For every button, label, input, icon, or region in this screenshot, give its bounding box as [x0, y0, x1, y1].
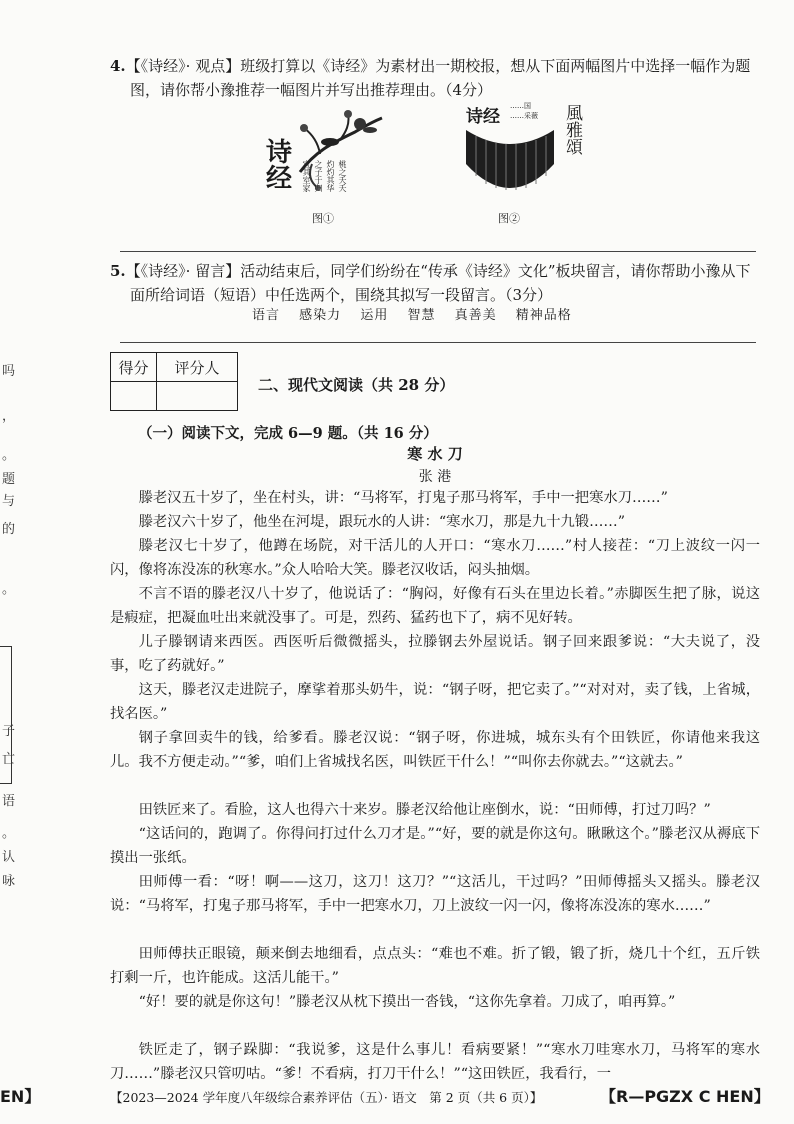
image-2-tag: ……国 — [510, 102, 531, 110]
bamboo-slips-illustration — [462, 124, 558, 206]
margin-footer-fragment: EN】 — [0, 1087, 41, 1106]
article-paragraph: 田铁匠来了。看脸，这人也得六十来岁。滕老汉给他让座倒水，说：“田师傅，打过刀吗？” — [138, 802, 711, 818]
article-paragraph: “好！要的就是你这句！”滕老汉从枕下摸出一沓钱，“这你先拿着。刀成了，咱再算。” — [138, 994, 676, 1010]
section-instruction: （一）阅读下文，完成 6—9 题。（共 16 分） — [138, 425, 438, 442]
image-1-verse: 灼灼其华 — [326, 160, 335, 192]
word-item: 感染力 — [299, 308, 342, 323]
article-paragraph: 滕老汉六十岁了，他坐在河堤，跟玩水的人讲：“寒水刀，那是九十九锻……” — [138, 514, 626, 530]
score-box — [110, 352, 238, 411]
grader-cell[interactable] — [157, 382, 238, 411]
article-paragraph: 钢子拿回卖牛的钱，给爹看。滕老汉说：“钢子呀，你进城，城东头有个田铁匠，你请他来我这儿。我不方便走动。”“爹，咱们上省城找名医，叫铁匠干什么！”“叫你去你就去。”“这就去。” — [110, 730, 760, 770]
word-item: 精神品格 — [515, 308, 572, 323]
image-1-verse: 之子于归 — [314, 160, 323, 192]
question-number: 5. — [110, 262, 126, 280]
word-item: 语言 — [252, 308, 281, 323]
image-2-side-title: 風雅頌 — [562, 104, 582, 155]
margin-fragment: 题 — [2, 472, 16, 487]
question-4 — [110, 54, 760, 102]
margin-fragment: 。 — [2, 826, 16, 841]
answer-line — [120, 342, 756, 343]
image-2 — [458, 100, 586, 226]
article-paragraph: 不言不语的滕老汉八十岁了，他说话了：“胸闷，好像有石头在里边长着。”赤脚医生把了脉，说这是瘕症，把凝血吐出来就没事了。可是，烈药、猛药也下了，病不见好转。 — [110, 586, 760, 626]
image-1-verse: 宜其室家 — [302, 160, 311, 192]
article-author: 张 港 — [418, 469, 452, 485]
article-paragraph: 儿子滕钢请来西医。西医听后微微摇头，拉滕钢去外屋说话。钢子回来跟爹说：“大夫说了，没事，吃了药就好。” — [110, 634, 760, 674]
article-paragraph: “这话问的，跑调了。你得问打过什么刀才是。”“好，要的就是你这句。瞅瞅这个。”滕老汉从褥底下摸出一张纸。 — [110, 826, 760, 866]
score-label: 得分 — [111, 353, 157, 382]
word-item: 运用 — [360, 308, 389, 323]
article-title: 寒 水 刀 — [407, 445, 463, 463]
image-2-caption: 图② — [498, 212, 520, 225]
margin-fragment: 。 — [2, 582, 16, 597]
image-2-tag: ……采薇 — [510, 112, 538, 120]
article-paragraph: 铁匠走了，钢子跺脚：“我说爹，这是什么事儿！看病要紧！”“寒水刀哇寒水刀，马将军的寒水刀……”滕老汉只管叨咕。“爹！不看病，打刀干什么！”“这田铁匠，我看行，一 — [110, 1042, 760, 1082]
answer-line — [120, 251, 756, 252]
margin-fragment: 与 — [2, 494, 16, 509]
question-text: 【《诗经》· 留言】活动结束后，同学们纷纷在“传承《诗经》文化”板块留言，请你帮助小豫从下面所给词语（短语）中任选两个，围绕其拟写一段留言。（3分） — [125, 262, 751, 304]
word-item: 真善美 — [454, 308, 497, 323]
margin-fragment: 。 — [2, 448, 16, 463]
word-bank — [245, 304, 579, 323]
margin-fragment: 的 — [2, 522, 16, 537]
question-text: 【《诗经》· 观点】班级打算以《诗经》为素材出一期校报，想从下面两幅图片中选择一幅作为题图，请你帮小豫推荐一幅图片并写出推荐理由。（4分） — [125, 57, 751, 99]
section-title: 二、现代文阅读（共 28 分） — [258, 376, 455, 394]
article-paragraph: 这天，滕老汉走进院子，摩挲着那头奶牛，说：“钢子呀，把它卖了。”“对对对，卖了钱，上省城，找名医。” — [110, 682, 760, 722]
margin-fragment: 认 — [2, 850, 16, 865]
margin-fragment: 语 — [2, 794, 16, 809]
page-footer-info: 【2023—2024 学年度八年级综合素养评估（五）· 语文 第 2 页（共 6 页）】 — [110, 1090, 543, 1105]
margin-fragment: 亡 — [2, 752, 16, 767]
article-paragraph: 田师傅扶正眼镜，颠来倒去地细看，点点头：“难也不难。折了锻，锻了折，烧几十个红，五斤铁打剩一斤，也许能成。这活儿能干。” — [110, 946, 760, 986]
margin-fragment: 吗 — [2, 364, 16, 379]
page-footer-code: 【R—PGZX C HEN】 — [600, 1087, 770, 1106]
image-2-title: 诗经 — [466, 107, 500, 127]
image-1-title: 诗经 — [266, 138, 293, 194]
question-5 — [110, 259, 760, 307]
word-item: 智慧 — [407, 308, 436, 323]
article-paragraph: 滕老汉五十岁了，坐在村头，讲：“马将军，打鬼子那马将军，手中一把寒水刀……” — [138, 490, 668, 506]
question-number: 4. — [110, 57, 126, 75]
article-paragraph: 田师傅一看：“呀！啊——这刀，这刀！这刀？”“这活儿，干过吗？”田师傅摇头又摇头。滕老汉说：“马将军，打鬼子那马将军，手中一把寒水刀，刀上波纹一闪一闪，像将冻没冻的寒水……” — [110, 874, 760, 914]
image-1-caption: 图① — [312, 212, 334, 225]
grader-label: 评分人 — [157, 353, 238, 382]
margin-fragment: 咏 — [2, 874, 16, 889]
image-1 — [260, 102, 390, 224]
article-paragraph: 滕老汉七十岁了，他蹲在场院，对干活儿的人开口：“寒水刀……”村人接茬：“刀上波纹一闪一闪，像将冻没冻的秋寒水。”众人哈哈大笑。滕老汉收话，闷头抽烟。 — [110, 538, 760, 578]
margin-fragment: 子 — [2, 724, 16, 739]
image-1-verse: 桃之夭夭 — [338, 160, 347, 192]
score-cell[interactable] — [111, 382, 157, 411]
margin-fragment: ， — [2, 409, 16, 424]
